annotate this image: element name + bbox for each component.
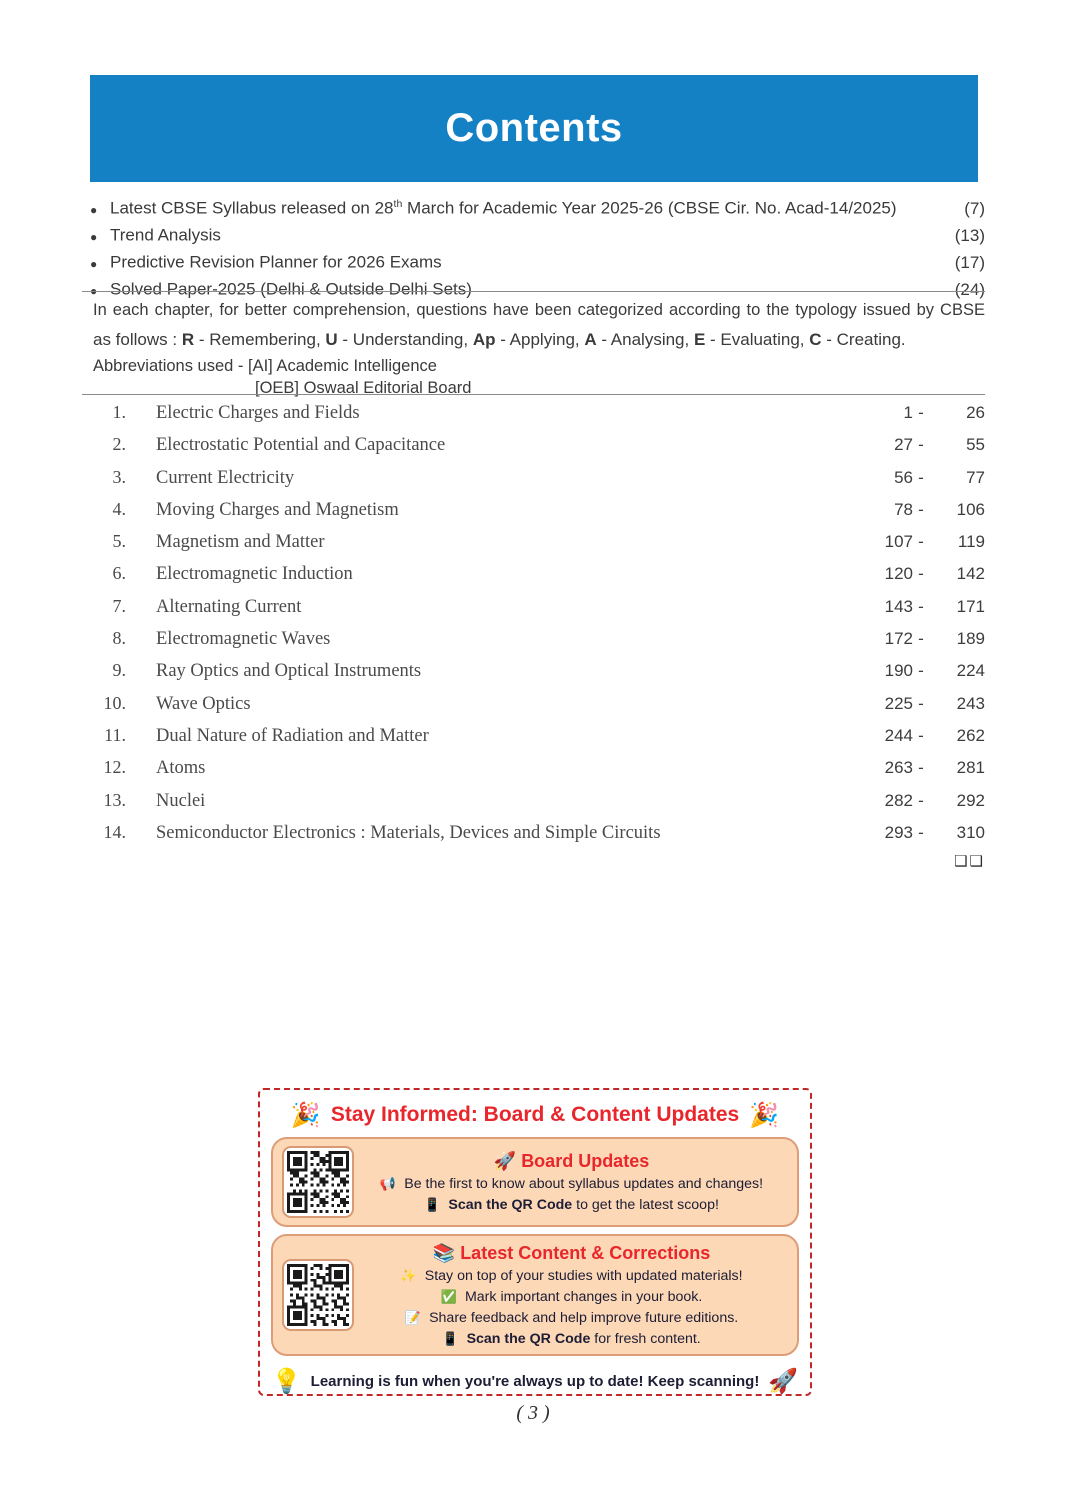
note-intro: In each chapter, for better comprehension, questions have been categorized according to the typology issued by CBSE [93, 301, 985, 319]
board-updates-qr-frame [282, 1146, 354, 1218]
front-matter-page: (24) [954, 280, 985, 300]
chapter-number: 8. [112, 628, 126, 649]
front-matter-list [90, 194, 985, 303]
divider-bottom [82, 394, 985, 395]
info-line-icon: 📱 [442, 1331, 463, 1347]
typology-text: - Understanding, [337, 330, 473, 349]
typology-code: E [693, 330, 706, 349]
chapter-end-page: 106 [956, 499, 985, 519]
info-line [356, 1329, 787, 1350]
latest-content-qr-frame [282, 1259, 354, 1331]
info-line [356, 1308, 787, 1329]
bullet-icon: ● [90, 229, 98, 244]
chapter-row [82, 402, 985, 434]
chapter-row [82, 693, 985, 725]
info-line-icon: ✅ [440, 1289, 461, 1305]
info-line-text: to get the latest scoop! [572, 1196, 719, 1213]
front-matter-item [90, 194, 985, 221]
page-range-separator: - [918, 532, 924, 552]
typology-text: - Analysing, [596, 330, 694, 349]
chapter-title: Electromagnetic Waves [156, 629, 331, 650]
page-range-separator: - [918, 758, 924, 778]
typology-code: A [584, 330, 597, 349]
info-line-text: for fresh content. [590, 1330, 701, 1347]
page-range-separator: - [918, 790, 924, 810]
chapter-number: 11. [104, 724, 126, 745]
page-range-separator: - [918, 725, 924, 745]
front-matter-page: (7) [964, 198, 985, 218]
footer-text: Learning is fun when you're always up to date! Keep scanning! [310, 1372, 760, 1390]
chapter-row [82, 725, 985, 757]
chapter-end-page: 77 [966, 467, 985, 487]
page-range-separator: - [918, 661, 924, 681]
info-line-text: Stay on top of your studies with updated materials! [424, 1267, 743, 1284]
page-range-separator: - [918, 596, 924, 616]
latest-content-content [356, 1241, 797, 1350]
page-title: Contents [445, 106, 623, 150]
chapter-end-page: 171 [956, 596, 985, 616]
bullet-icon: ● [90, 256, 98, 271]
page-range-separator: - [918, 693, 924, 713]
chapter-row [82, 757, 985, 789]
chapter-start-page: 27 [894, 435, 913, 455]
stay-informed-box [258, 1088, 812, 1396]
chapter-end-page: 281 [956, 758, 985, 778]
chapter-list [82, 402, 985, 854]
chapter-title: Ray Optics and Optical Instruments [156, 661, 422, 682]
chapter-number: 13. [103, 789, 126, 810]
chapter-number: 7. [112, 595, 126, 616]
typology-text: - Applying, [495, 330, 585, 349]
chapter-start-page: 293 [884, 822, 913, 842]
chapter-row [82, 467, 985, 499]
info-line [356, 1266, 787, 1287]
page-range-separator: - [918, 629, 924, 649]
front-matter-label: Predictive Revision Planner for 2026 Exams [110, 252, 442, 272]
typology-text: - Remembering, [194, 330, 326, 349]
party-popper-icon: 🎉 [749, 1101, 780, 1129]
page-range-separator: - [918, 499, 924, 519]
chapter-title: Dual Nature of Radiation and Matter [156, 725, 429, 746]
chapter-number: 14. [103, 821, 126, 842]
page-range-separator: - [918, 822, 924, 842]
chapter-end-page: 262 [956, 725, 985, 745]
page-range-separator: - [918, 435, 924, 455]
chapter-title: Atoms [156, 758, 206, 779]
chapter-row [82, 563, 985, 595]
front-matter-page: (17) [954, 252, 985, 272]
chapter-end-page: 142 [956, 564, 985, 584]
typology-text: - Creating. [821, 330, 906, 349]
latest-content-section [271, 1234, 799, 1356]
chapter-title: Alternating Current [156, 596, 302, 617]
info-line [356, 1287, 787, 1308]
stay-informed-title-row [269, 1095, 801, 1135]
chapter-end-page: 292 [956, 790, 985, 810]
chapter-title: Wave Optics [156, 693, 251, 714]
chapter-start-page: 107 [884, 532, 913, 552]
chapter-title: Magnetism and Matter [156, 532, 325, 553]
chapter-start-page: 1 [903, 403, 913, 422]
info-line-icon: 📱 [424, 1197, 445, 1213]
stay-informed-title: Stay Informed: Board & Content Updates [330, 1103, 740, 1126]
chapter-row [82, 628, 985, 660]
abbreviation-ai: Abbreviations used - [AI] Academic Intelligence [93, 357, 437, 375]
chapter-row [82, 596, 985, 628]
chapter-start-page: 120 [884, 564, 913, 584]
party-popper-icon: 🎉 [290, 1101, 321, 1129]
chapter-start-page: 225 [884, 693, 913, 713]
info-line-text: Be the first to know about syllabus updates and changes! [404, 1175, 764, 1192]
contents-banner [90, 75, 978, 182]
rocket-icon: 🚀 [768, 1367, 799, 1395]
chapter-end-page: 119 [957, 532, 985, 552]
front-matter-label: Latest CBSE Syllabus released on 28th March for Academic Year 2025-26 (CBSE Cir. No. Acad-14/2025) [110, 198, 897, 218]
board-updates-content [356, 1149, 797, 1216]
page-number: ( 3 ) [516, 1402, 550, 1424]
chapter-start-page: 56 [894, 467, 913, 487]
info-line [356, 1174, 787, 1195]
chapter-title: Current Electricity [156, 467, 295, 488]
chapter-start-page: 282 [884, 790, 913, 810]
chapter-row [82, 499, 985, 531]
info-line-text: Mark important changes in your book. [464, 1288, 703, 1305]
page-range-separator: - [918, 564, 924, 584]
chapter-start-page: 143 [884, 596, 913, 616]
typology-text: as follows : [93, 330, 182, 349]
chapter-title: Semiconductor Electronics : Materials, Devices and Simple Circuits [156, 822, 661, 843]
board-updates-lines [356, 1174, 787, 1216]
light-bulb-icon: 💡 [271, 1367, 302, 1395]
front-matter-item [90, 248, 985, 275]
typology-text: - Evaluating, [705, 330, 810, 349]
chapter-start-page: 244 [884, 725, 913, 745]
front-matter-label: Trend Analysis [110, 225, 221, 245]
chapter-number: 1. [112, 402, 126, 422]
chapter-end-page: 189 [956, 629, 985, 649]
chapter-number: 2. [112, 434, 126, 455]
chapter-number: 9. [112, 660, 126, 681]
typology-line [93, 329, 985, 351]
chapter-number: 5. [112, 531, 126, 552]
qr-code [287, 1264, 349, 1331]
typology-code: U [325, 330, 338, 349]
info-line [356, 1195, 787, 1216]
chapter-row [82, 822, 985, 854]
typology-code: Ap [472, 330, 496, 349]
chapter-end-page: 224 [956, 661, 985, 681]
chapter-row [82, 660, 985, 692]
info-line-icon: 📝 [404, 1310, 426, 1326]
books-icon: 📚 [432, 1242, 456, 1264]
info-line-bold: Scan the QR Code [448, 1196, 573, 1213]
abbreviation-oeb: [OEB] Oswaal Editorial Board [255, 379, 472, 397]
chapter-end-page: 26 [966, 403, 985, 422]
chapter-number: 12. [103, 757, 126, 778]
bullet-icon: ● [90, 202, 98, 217]
chapter-start-page: 78 [894, 499, 913, 519]
chapter-row [82, 434, 985, 466]
chapter-number: 10. [103, 692, 126, 713]
info-line-icon: 📢 [379, 1176, 401, 1192]
info-line-text: Share feedback and help improve future editions. [429, 1309, 739, 1326]
stay-informed-footer [269, 1363, 801, 1399]
chapter-title: Electrostatic Potential and Capacitance [156, 435, 446, 456]
chapter-start-page: 190 [884, 661, 913, 681]
chapter-end-page: 243 [956, 693, 985, 713]
typology-code: R [181, 330, 195, 349]
chapter-number: 3. [112, 466, 126, 487]
chapter-row [82, 790, 985, 822]
front-matter-page: (13) [954, 225, 985, 245]
page-range-separator: - [918, 467, 924, 487]
page-range-separator: - [918, 403, 924, 422]
latest-content-heading: 📚 Latest Content & Corrections [432, 1242, 711, 1264]
latest-content-lines [356, 1266, 787, 1350]
chapter-end-page: 55 [966, 435, 985, 455]
bullet-icon: ● [90, 284, 98, 299]
chapter-start-page: 172 [884, 629, 913, 649]
typology-code: C [809, 330, 822, 349]
rocket-icon: 🚀 [493, 1150, 517, 1172]
chapter-row [82, 531, 985, 563]
info-line-icon: ✨ [400, 1268, 421, 1284]
chapter-number: 6. [112, 563, 126, 584]
qr-code [287, 1151, 349, 1218]
chapter-start-page: 263 [884, 758, 913, 778]
board-updates-heading: 🚀 Board Updates [493, 1150, 650, 1172]
front-matter-label: Solved Paper-2025 (Delhi & Outside Delhi Sets) [110, 280, 472, 300]
divider-top [82, 291, 985, 292]
front-matter-item [90, 221, 985, 248]
chapter-title: Moving Charges and Magnetism [156, 499, 399, 520]
chapter-title: Electromagnetic Induction [156, 564, 353, 585]
chapter-number: 4. [112, 498, 126, 519]
end-of-list-mark: ❑❑ [954, 853, 985, 870]
info-line-bold: Scan the QR Code [466, 1330, 591, 1347]
typology-note [93, 299, 985, 399]
chapter-end-page: 310 [956, 822, 985, 842]
chapter-title: Nuclei [156, 790, 206, 811]
chapter-title: Electric Charges and Fields [156, 403, 360, 423]
board-updates-section [271, 1137, 799, 1227]
